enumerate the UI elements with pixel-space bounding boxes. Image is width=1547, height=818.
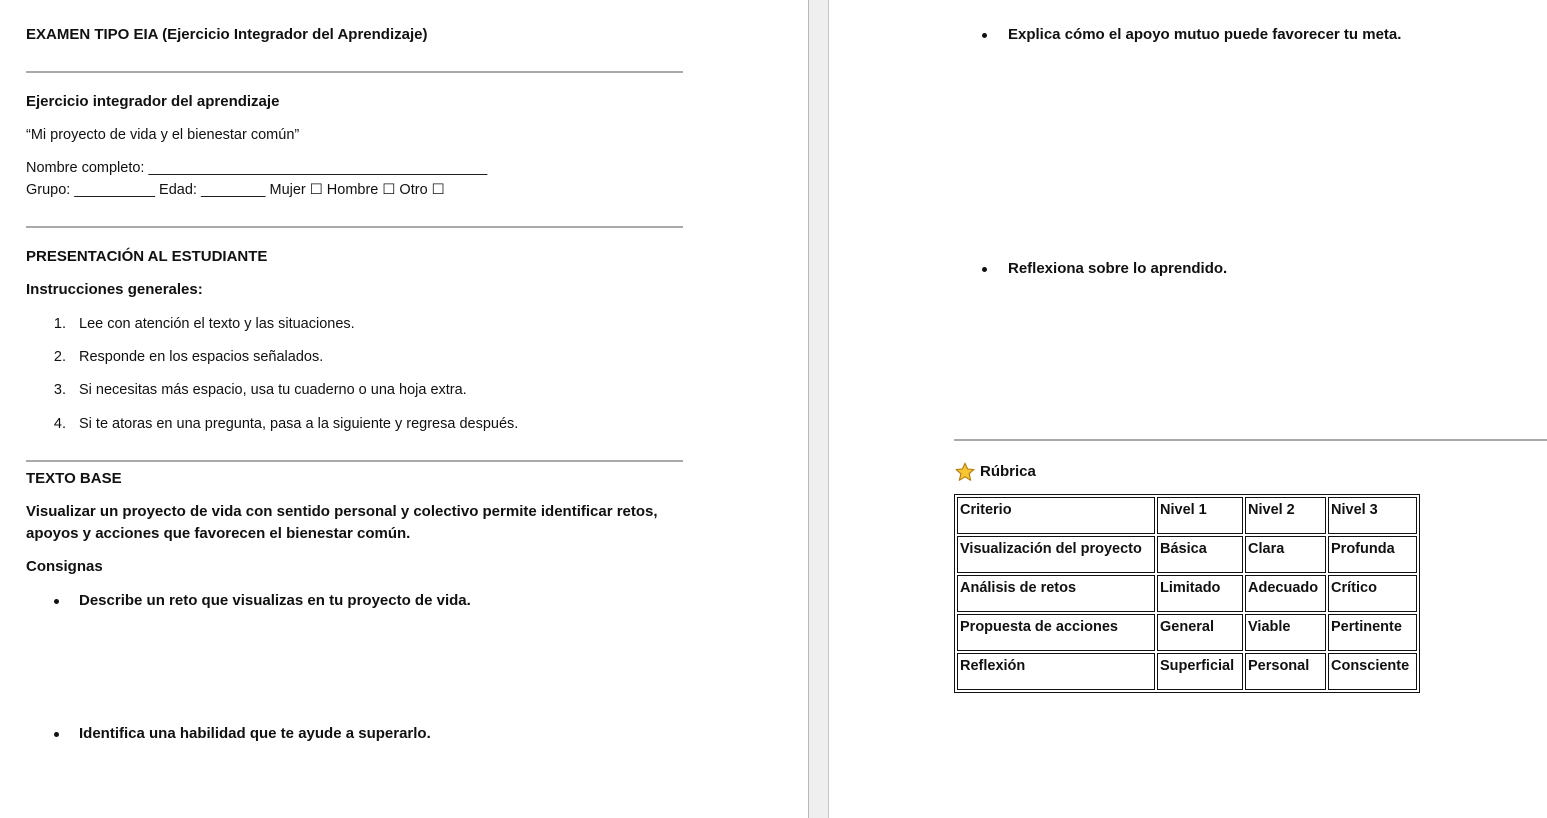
table-cell: Consciente bbox=[1328, 653, 1417, 690]
group-age-gender-line[interactable]: Grupo: __________ Edad: ________ Mujer ☐ Hombre ☐ Otro ☐ bbox=[26, 182, 445, 198]
table-cell: Clara bbox=[1245, 536, 1326, 573]
table-cell: Reflexión bbox=[957, 653, 1155, 690]
bullet-icon bbox=[54, 599, 59, 604]
consigna-text: Reflexiona sobre lo aprendido. bbox=[1008, 260, 1228, 277]
list-number: 1. bbox=[53, 316, 66, 332]
table-cell: Superficial bbox=[1157, 653, 1243, 690]
table-cell: Viable bbox=[1245, 614, 1326, 651]
bullet-icon bbox=[54, 732, 59, 737]
consigna-text: Explica cómo el apoyo mutuo puede favorecer tu meta. bbox=[1008, 26, 1402, 43]
consigna-text: Describe un reto que visualizas en tu proyecto de vida. bbox=[79, 592, 471, 609]
table-cell: Crítico bbox=[1328, 575, 1417, 612]
table-cell: Análisis de retos bbox=[957, 575, 1155, 612]
list-number: 4. bbox=[53, 416, 66, 432]
star-icon bbox=[955, 462, 975, 482]
table-cell: Profunda bbox=[1328, 536, 1417, 573]
list-number: 3. bbox=[53, 382, 66, 398]
list-number: 2. bbox=[53, 349, 66, 365]
base-text-heading: TEXTO BASE bbox=[26, 470, 122, 487]
bullet-icon bbox=[982, 33, 987, 38]
table-row bbox=[957, 575, 1417, 612]
horizontal-rule bbox=[954, 439, 1547, 441]
horizontal-rule bbox=[26, 226, 683, 228]
table-row bbox=[957, 614, 1417, 651]
exercise-quote: “Mi proyecto de vida y el bienestar común” bbox=[26, 127, 300, 143]
list-item-text: Si te atoras en una pregunta, pasa a la siguiente y regresa después. bbox=[79, 416, 519, 432]
bullet-icon bbox=[982, 267, 987, 272]
list-item-text: Lee con atención el texto y las situaciones. bbox=[79, 316, 355, 332]
base-text-line-1: Visualizar un proyecto de vida con sentido personal y colectivo permite identificar retos, bbox=[26, 503, 658, 520]
horizontal-rule bbox=[26, 71, 683, 73]
table-cell: Personal bbox=[1245, 653, 1326, 690]
table-cell: General bbox=[1157, 614, 1243, 651]
horizontal-rule bbox=[26, 460, 683, 462]
table-cell: Adecuado bbox=[1245, 575, 1326, 612]
consigna-text: Identifica una habilidad que te ayude a superarlo. bbox=[79, 725, 431, 742]
rubric-table bbox=[954, 494, 1420, 693]
document-page-2 bbox=[829, 0, 1547, 818]
table-header-cell: Nivel 1 bbox=[1157, 497, 1243, 534]
list-item-text: Responde en los espacios señalados. bbox=[79, 349, 324, 365]
document-title: EXAMEN TIPO EIA (Ejercicio Integrador del Aprendizaje) bbox=[26, 26, 428, 43]
list-item-text: Si necesitas más espacio, usa tu cuaderno o una hoja extra. bbox=[79, 382, 467, 398]
table-cell: Básica bbox=[1157, 536, 1243, 573]
table-header-cell: Nivel 3 bbox=[1328, 497, 1417, 534]
consignas-heading: Consignas bbox=[26, 558, 103, 575]
base-text-line-2: apoyos y acciones que favorecen el bienestar común. bbox=[26, 525, 411, 542]
table-header-cell: Nivel 2 bbox=[1245, 497, 1326, 534]
table-cell: Propuesta de acciones bbox=[957, 614, 1155, 651]
table-row bbox=[957, 653, 1417, 690]
presentation-heading: PRESENTACIÓN AL ESTUDIANTE bbox=[26, 248, 268, 265]
table-cell: Limitado bbox=[1157, 575, 1243, 612]
table-cell: Visualización del proyecto bbox=[957, 536, 1155, 573]
table-row bbox=[957, 536, 1417, 573]
page-gutter bbox=[808, 0, 829, 818]
name-field[interactable]: Nombre completo: __________________________________________ bbox=[26, 160, 488, 176]
instructions-heading: Instrucciones generales: bbox=[26, 281, 203, 298]
exercise-subtitle: Ejercicio integrador del aprendizaje bbox=[26, 93, 280, 110]
table-header-cell: Criterio bbox=[957, 497, 1155, 534]
table-cell: Pertinente bbox=[1328, 614, 1417, 651]
table-header-row bbox=[957, 497, 1417, 534]
rubric-heading: Rúbrica bbox=[980, 463, 1036, 480]
